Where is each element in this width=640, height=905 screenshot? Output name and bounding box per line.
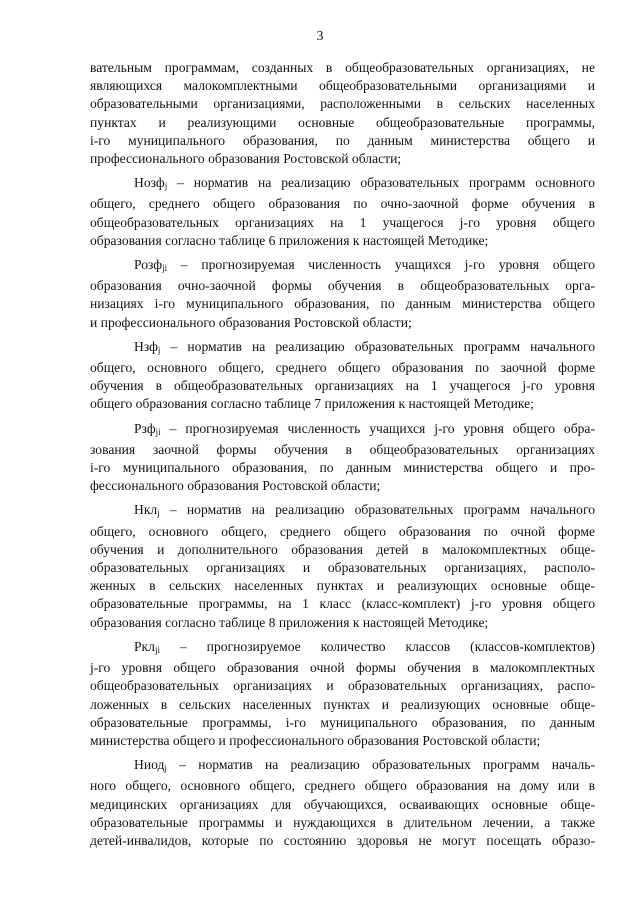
text-line: обучения и дополнительного образования детей в малокомплектных обще- — [90, 541, 595, 557]
text-line: фессионального образования Ростовской области; — [90, 478, 381, 494]
text-line: зования заочной формы обучения в общеобразовательных организациях — [90, 441, 595, 457]
text-line: образования согласно таблице 8 приложения к настоящей Методике; — [90, 614, 489, 630]
text-line: образовательными организациями, расположенными в сельских населенных — [90, 96, 595, 112]
formula-symbol: Нзф — [134, 338, 158, 354]
formula-symbol: Ниод — [134, 757, 165, 773]
text-line: ложенных в сельских населенных пунктах и реализующих основные обще- — [90, 696, 595, 712]
text-line: обучения в общеобразовательных организациях на 1 учащегося j-го уровня — [90, 378, 595, 394]
formula-symbol: Нозф — [134, 175, 165, 191]
formula-subscript: j — [157, 344, 161, 355]
text-line: министерства общего и профессионального образования Ростовской области; — [90, 732, 541, 748]
paragraph-continuation — [90, 59, 595, 168]
text-line: женных в сельских населенных пунктах и реализующих основные обще- — [90, 578, 595, 594]
formula-subscript: j — [164, 181, 168, 192]
formula-symbol: Розф — [134, 257, 163, 273]
text-line: образования согласно таблице 6 приложения к настоящей Методике; — [90, 232, 489, 248]
text-line — [90, 338, 595, 359]
text-line — [90, 256, 595, 277]
formula-subscript: ji — [154, 644, 160, 655]
text-fragment: – норматив на реализацию образовательных программ начального — [159, 502, 595, 518]
page-number: 3 — [316, 29, 324, 44]
text-line — [90, 420, 595, 441]
formula-symbol: Ркл — [134, 638, 155, 654]
text-line: общего, основного общего, среднего общего образования по заочной форме — [90, 360, 595, 376]
text-line: детей-инвалидов, которые по состоянию здоровья не могут посещать образо- — [90, 832, 595, 848]
text-line: i-го муниципального образования, по данным министерства общего и — [90, 132, 595, 148]
text-line: общего образования согласно таблице 7 приложения к настоящей Методике; — [90, 396, 534, 412]
paragraph-rozf-definition — [90, 256, 595, 332]
paragraph-nzf-definition — [90, 338, 595, 414]
text-line: вательным программам, созданных в общеобразовательных организациях, не — [90, 60, 595, 75]
text-line — [90, 174, 595, 195]
text-line: медицинских организациях для обучающихся, осваивающих основные обще- — [90, 796, 595, 812]
text-line — [90, 638, 595, 659]
text-line: общего, среднего общего образования по очно-заочной форме обучения в — [90, 196, 595, 212]
formula-subscript: j — [164, 763, 167, 774]
paragraph-nkl-definition — [90, 501, 595, 631]
text-line: профессионального образования Ростовской области; — [90, 151, 402, 167]
text-line: образовательные программы, i-го муниципального образования, по данным — [90, 714, 595, 730]
text-line: ного общего, основного общего, среднего общего образования на дому или в — [90, 778, 595, 794]
text-line: образовательные программы и нуждающихся в длительном лечении, а также — [90, 814, 595, 830]
text-fragment: – прогнозируемое количество классов (классов-комплектов) — [159, 638, 595, 654]
text-line: пунктах и реализующими основные общеобразовательные программы, — [90, 114, 595, 130]
text-line: образования очно-заочной формы обучения в общеобразовательных орга- — [90, 278, 595, 294]
text-line: образовательные программы, на 1 класс (класс-комплект) j-го уровня общего — [90, 596, 595, 612]
text-fragment: – норматив на реализацию образовательных программ началь- — [166, 757, 595, 773]
text-fragment: – норматив на реализацию образовательных программ основного — [167, 175, 595, 191]
text-fragment: – норматив на реализацию образовательных программ начального — [160, 338, 595, 354]
text-line: общеобразовательных организациях на 1 учащегося j-го уровня общего — [90, 214, 595, 230]
paragraph-nozf-definition — [90, 174, 595, 250]
formula-symbol: Нкл — [134, 502, 158, 518]
text-line — [90, 756, 595, 777]
text-fragment: – прогнозируемая численность учащихся j-го уровня общего — [167, 257, 595, 273]
text-line: общего, основного общего, среднего общего образования по очной форме — [90, 523, 595, 539]
text-fragment: – прогнозируемая численность учащихся j-го уровня общего обра- — [160, 420, 595, 436]
paragraph-niod-definition — [90, 756, 595, 850]
formula-subscript: ji — [162, 263, 168, 274]
formula-subscript: j — [157, 508, 160, 519]
paragraph-rzf-definition — [90, 420, 595, 496]
text-line: j-го уровня общего образования очной формы обучения в малокомплектных — [90, 660, 595, 676]
text-line: являющихся малокомплектными общеобразовательными организациями и — [90, 78, 595, 94]
formula-symbol: Рзф — [134, 420, 156, 436]
text-line: i-го муниципального образования, по данным министерства общего и про- — [90, 460, 595, 476]
document-body — [90, 59, 595, 856]
text-line: общеобразовательных организациях и образовательных организациях, распо- — [90, 678, 595, 694]
formula-subscript: ji — [155, 426, 161, 437]
paragraph-rkl-definition — [90, 638, 595, 750]
text-line: и профессионального образования Ростовской области; — [90, 314, 412, 330]
text-line: образовательных организациях и образовательных организациях, располо- — [90, 560, 595, 576]
text-line — [90, 501, 595, 522]
text-line: низациях i-го муниципального образования, по данным министерства общего — [90, 296, 595, 312]
